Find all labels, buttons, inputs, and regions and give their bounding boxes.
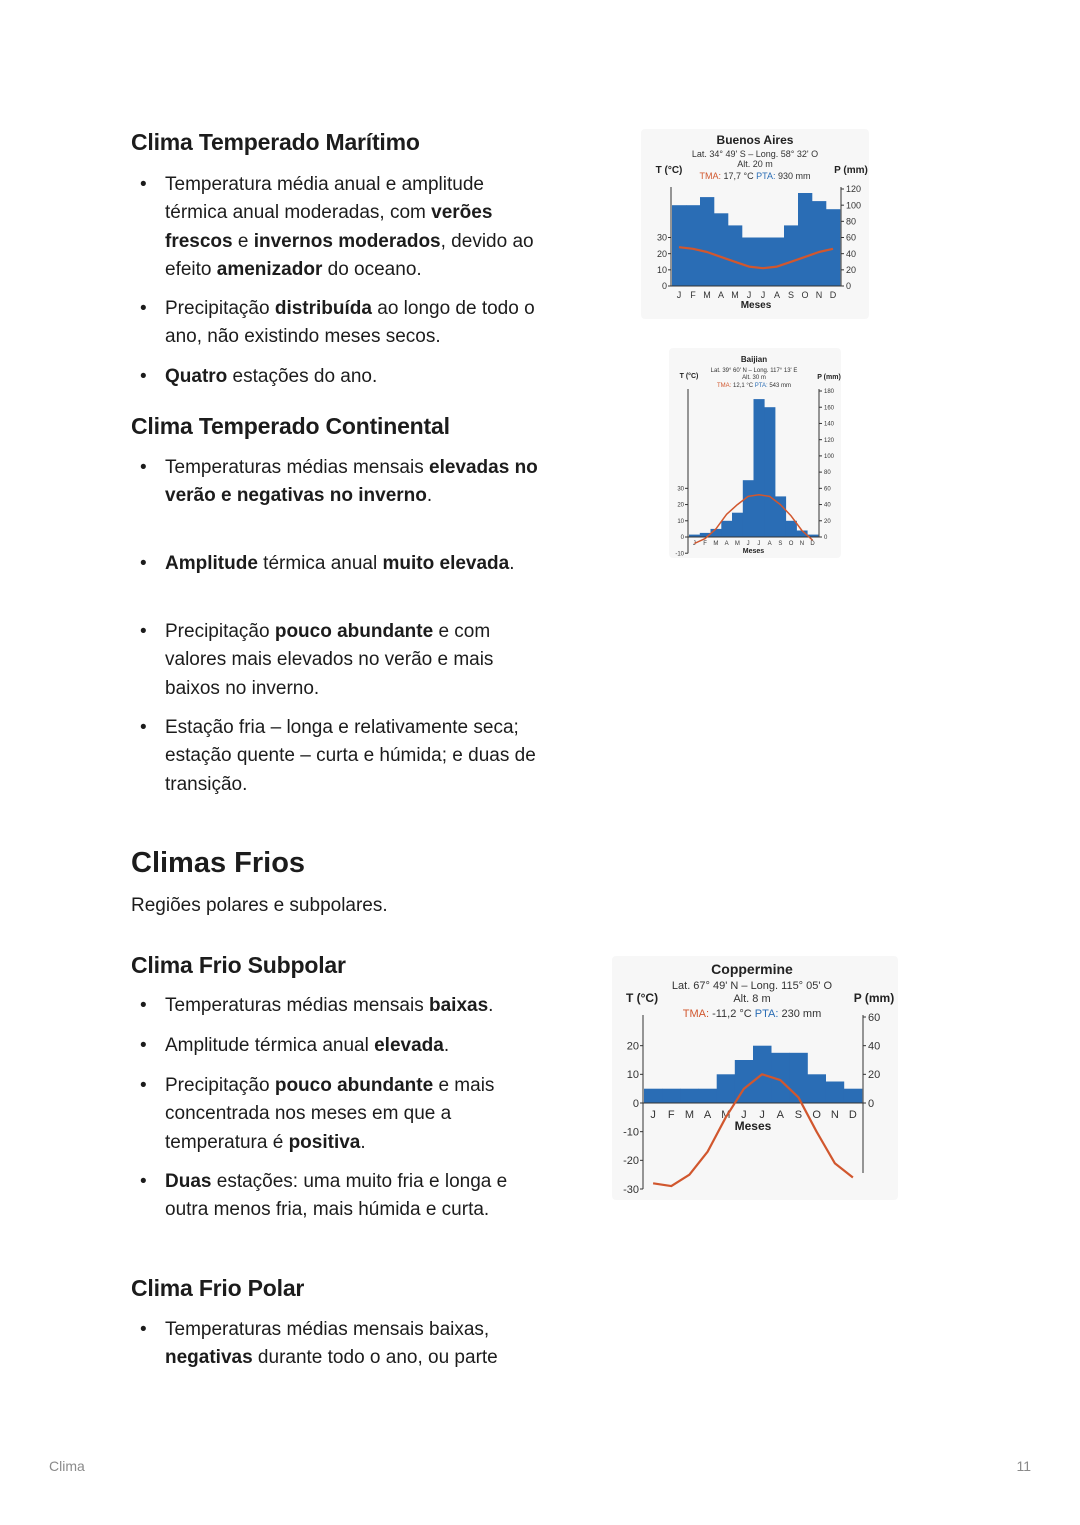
bold-text: positiva [288, 1131, 361, 1153]
precipitation-bar [672, 205, 686, 286]
precipitation-tick-label: 60 [846, 232, 857, 243]
month-label: N [815, 290, 823, 300]
temperature-tick-label: -10 [623, 1126, 639, 1139]
month-label: J [757, 541, 761, 547]
chart-altitude: Alt. 30 m [742, 375, 766, 381]
temperature-tick-label: 10 [656, 264, 667, 275]
text: Temperatura média anual e amplitude térmica anual moderadas, com [165, 174, 484, 224]
month-label: F [690, 290, 696, 300]
precipitation-tick-label: 0 [824, 535, 828, 542]
bold-text: Quatro [165, 366, 228, 387]
bold-text: distribuída [274, 298, 372, 319]
month-label: O [801, 290, 809, 300]
month-label: J [692, 541, 696, 547]
month-label: M [703, 290, 711, 300]
precipitation-bar [812, 201, 826, 286]
text: Precipitação [165, 1075, 275, 1096]
text: Temperaturas médias mensais baixas, [165, 1319, 490, 1340]
chart-title: Buenos Aires [716, 133, 794, 147]
precipitation-bar [714, 213, 728, 286]
precipitation-bar [699, 1089, 718, 1103]
bold-text: elevada [374, 1035, 444, 1056]
precipitation-bar [721, 521, 732, 537]
month-label: D [848, 1109, 857, 1121]
month-label: J [760, 290, 766, 300]
bold-text: elevadas no verão e negativas no inverno [165, 457, 538, 507]
bullet-subpolar-3 [140, 1072, 550, 1157]
text: e com valores mais elevados no verão e mais baixos no inverno. [165, 621, 494, 699]
bold-text: muito elevada [382, 553, 510, 574]
text: . [443, 1035, 450, 1056]
month-label: A [776, 1109, 784, 1121]
month-label: O [812, 1109, 821, 1121]
temperature-tick-label: 10 [626, 1069, 639, 1082]
precipitation-tick-label: 60 [868, 1011, 881, 1024]
precipitation-axis-label: P (mm) [817, 374, 841, 381]
month-label: M [684, 1109, 694, 1121]
precipitation-bar [784, 225, 798, 286]
bullet-subpolar-4 [140, 1168, 550, 1225]
precipitation-tick-label: 180 [824, 389, 835, 396]
month-label: J [676, 290, 682, 300]
section-title-continental: Clima Temperado Continental [131, 413, 450, 439]
month-label: S [787, 290, 795, 300]
month-label: J [746, 290, 752, 300]
pta-value: 930 mm [777, 171, 811, 181]
precipitation-bar [743, 480, 754, 537]
month-label: S [794, 1109, 803, 1121]
precipitation-bar [680, 1089, 699, 1103]
month-label: F [703, 541, 707, 547]
temperature-tick-label: 0 [632, 1097, 639, 1110]
precipitation-tick-label: 40 [846, 248, 857, 259]
chart-title: Baijian [740, 355, 768, 364]
month-label: S [778, 541, 783, 547]
month-label: A [724, 541, 729, 547]
bold-text: amenizador [216, 258, 323, 280]
temperature-tick-label: 20 [626, 1040, 639, 1053]
pta-label: PTA: [754, 383, 770, 389]
month-label: O [788, 541, 794, 547]
precipitation-bar [844, 1089, 863, 1103]
temperature-tick-label: 20 [677, 502, 684, 509]
bullet-maritimo-3 [140, 363, 550, 391]
climate-chart-svg [641, 129, 869, 319]
bullet-continental-4 [140, 714, 550, 799]
month-label: D [810, 541, 815, 547]
precipitation-bar [826, 209, 840, 286]
bold-text: pouco abundante [274, 621, 434, 642]
section-title-polar: Clima Frio Polar [131, 1275, 305, 1301]
chart-tma-pta [683, 1008, 822, 1020]
temperature-tick-label: -10 [675, 551, 684, 558]
pta-label: PTA: [754, 1008, 782, 1020]
month-label: F [667, 1109, 675, 1121]
bold-text: negativas [165, 1347, 253, 1369]
bullet-continental-2 [140, 550, 550, 578]
bullet-continental-1 [140, 454, 550, 511]
text: Estação fria – longa e relativamente seca; estação quente – curta e húmida; e duas de transição. [165, 717, 536, 795]
climate-chart-buenos-aires [641, 129, 869, 319]
month-label: M [734, 541, 740, 547]
tma-value: 17,7 °C [723, 171, 757, 181]
climate-chart-baijian [669, 348, 841, 558]
precipitation-tick-label: 40 [824, 502, 831, 509]
precipitation-bar [798, 193, 812, 286]
bold-text: pouco abundante [274, 1075, 434, 1096]
text: estações do ano. [227, 366, 378, 387]
month-label: A [773, 290, 781, 300]
bold-text: Amplitude [165, 553, 258, 574]
footer-page-number: 11 [1016, 1458, 1031, 1474]
month-label: M [731, 290, 739, 300]
intro-frios: Regiões polares e subpolares. [131, 895, 388, 916]
precipitation-bar [742, 238, 756, 287]
chart-tma-pta [717, 383, 791, 389]
month-label: J [759, 1109, 765, 1121]
temperature-tick-label: 10 [677, 518, 684, 525]
precipitation-tick-label: 60 [824, 486, 831, 493]
precipitation-bar [756, 238, 770, 287]
bullet-maritimo-2 [140, 295, 550, 352]
precipitation-bar [732, 513, 743, 537]
text: . [488, 995, 494, 1016]
text: Temperaturas médias mensais [165, 995, 429, 1016]
text: Precipitação [165, 298, 275, 319]
text: Precipitação [165, 621, 275, 642]
text: durante todo o ano, ou parte [252, 1347, 498, 1369]
precipitation-bar [662, 1089, 681, 1103]
tma-label: TMA: [717, 383, 733, 389]
precipitation-bar [770, 238, 784, 287]
month-label: M [721, 1109, 731, 1121]
text: . [426, 485, 433, 507]
precipitation-bar [789, 1053, 808, 1103]
month-label: M [713, 541, 719, 547]
tma-label: TMA: [699, 171, 724, 181]
precipitation-tick-label: 20 [846, 264, 857, 275]
temperature-axis-label: T (°C) [679, 373, 699, 380]
precipitation-bar [786, 521, 797, 537]
month-label: J [741, 1109, 747, 1121]
section-title-maritimo: Clima Temperado Marítimo [131, 129, 420, 155]
text: e mais concentrada nos meses em que a temperatura é [165, 1075, 495, 1153]
precipitation-tick-label: 80 [824, 470, 831, 477]
text: térmica anual [257, 553, 383, 574]
x-axis-label: Meses [740, 300, 772, 311]
precipitation-tick-label: 120 [846, 184, 862, 195]
month-label: J [746, 541, 750, 547]
climate-chart-coppermine [612, 956, 898, 1200]
precipitation-axis-label: P (mm) [834, 165, 868, 176]
precipitation-tick-label: 100 [824, 453, 835, 460]
temperature-axis-label: T (°C) [625, 991, 659, 1005]
text: ao longo de todo o ano, não existindo meses secos. [165, 298, 535, 348]
month-label: A [717, 290, 725, 300]
precipitation-tick-label: 40 [868, 1040, 881, 1053]
precipitation-bar [764, 407, 775, 537]
bullet-subpolar-1 [140, 992, 550, 1020]
text: e [232, 230, 254, 252]
chart-title: Coppermine [711, 961, 793, 977]
bullet-polar-1 [140, 1316, 550, 1373]
text: . [360, 1131, 366, 1153]
precipitation-bar [700, 197, 714, 286]
precipitation-tick-label: 140 [824, 421, 835, 428]
pta-value: 543 mm [769, 383, 791, 389]
precipitation-bar [644, 1089, 663, 1103]
bullet-continental-3 [140, 618, 550, 703]
bullet-maritimo-1 [140, 171, 550, 284]
tma-value: 12,1 °C [733, 383, 755, 389]
temperature-tick-label: 0 [661, 281, 667, 292]
precipitation-tick-label: 20 [824, 518, 831, 525]
section-title-subpolar: Clima Frio Subpolar [131, 952, 346, 978]
month-label: D [829, 290, 837, 300]
chart-coordinates: Lat. 34° 49' S – Long. 58° 32' O [691, 149, 819, 159]
chart-coordinates: Lat. 39° 60' N – Long. 117° 13' E [710, 368, 798, 374]
x-axis-label: Meses [742, 548, 765, 555]
text: Temperaturas médias mensais [165, 457, 429, 478]
temperature-tick-label: 0 [680, 535, 684, 542]
precipitation-bar [686, 205, 700, 286]
text: do oceano. [322, 258, 422, 280]
precipitation-bar [728, 225, 742, 286]
pta-value: 230 mm [781, 1008, 822, 1020]
precipitation-bar [826, 1082, 845, 1104]
month-label: A [767, 541, 772, 547]
climate-chart-svg [612, 956, 898, 1200]
climate-chart-svg [669, 348, 841, 558]
month-label: A [703, 1109, 712, 1121]
temperature-tick-label: -20 [623, 1155, 639, 1168]
precipitation-tick-label: 20 [868, 1069, 881, 1082]
precipitation-tick-label: 100 [846, 200, 862, 211]
chart-coordinates: Lat. 67° 49' N – Long. 115° 05' O [671, 980, 833, 992]
precipitation-tick-label: 120 [824, 437, 835, 444]
precipitation-tick-label: 0 [868, 1097, 875, 1110]
bold-text: baixas [429, 995, 489, 1016]
precipitation-bar [735, 1060, 754, 1103]
precipitation-bar [808, 1074, 827, 1103]
bold-text: invernos moderados [253, 230, 441, 252]
month-label: J [650, 1109, 656, 1121]
precipitation-axis-label: P (mm) [853, 991, 895, 1005]
text: , devido ao efeito [165, 230, 534, 280]
temperature-axis-label: T (°C) [655, 165, 683, 176]
temperature-tick-label: 30 [677, 486, 684, 493]
text: Amplitude térmica anual [165, 1035, 375, 1056]
precipitation-bar [717, 1074, 736, 1103]
temperature-tick-label: -30 [623, 1183, 639, 1196]
chart-altitude: Alt. 20 m [737, 159, 773, 169]
precipitation-tick-label: 80 [846, 216, 857, 227]
text: . [509, 553, 515, 574]
x-axis-label: Meses [734, 1119, 772, 1133]
temperature-tick-label: 30 [656, 232, 667, 243]
text: estações: uma muito fria e longa e outra menos fria, mais húmida e curta. [165, 1171, 508, 1221]
chart-tma-pta [700, 171, 811, 181]
tma-label: TMA: [682, 1008, 713, 1020]
tma-value: -11,2 °C [712, 1008, 755, 1020]
precipitation-tick-label: 160 [824, 405, 835, 412]
precipitation-tick-label: 0 [846, 281, 852, 292]
precipitation-bar [754, 399, 765, 537]
footer-section-name: Clima [49, 1458, 85, 1474]
month-label: N [830, 1109, 839, 1121]
month-label: N [799, 541, 805, 547]
chart-altitude: Alt. 8 m [733, 993, 771, 1005]
pta-label: PTA: [756, 171, 778, 181]
bold-text: verões frescos [165, 202, 493, 252]
bold-text: Duas [165, 1171, 212, 1192]
bullet-subpolar-2 [140, 1032, 550, 1060]
section-title-frios: Climas Frios [131, 847, 306, 879]
temperature-tick-label: 20 [656, 248, 667, 259]
